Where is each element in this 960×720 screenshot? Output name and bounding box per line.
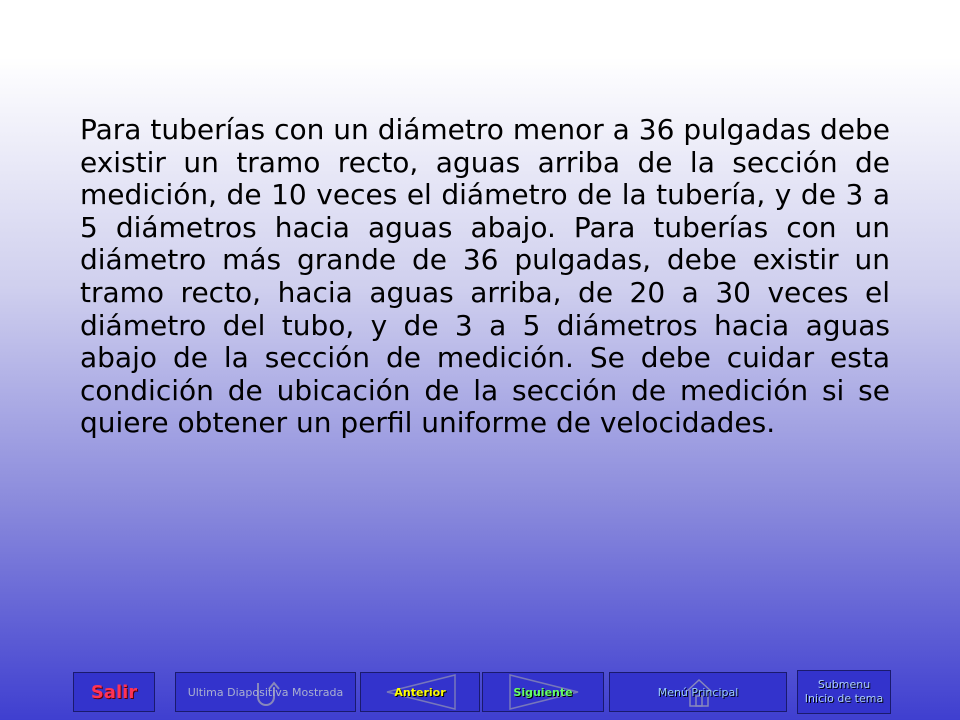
topic-start-label: Inicio de tema	[804, 692, 884, 705]
last-viewed-slide-label: Ultima Diapositiva Mostrada	[187, 685, 344, 699]
previous-button[interactable]	[360, 672, 480, 712]
submenu-button[interactable]	[797, 670, 891, 714]
next-button[interactable]	[482, 672, 604, 712]
slide-body-text: Para tuberías con un diámetro menor a 36 pulgadas debe existir un tramo recto, aguas arriba de la sección de medición, de 10 veces el diámetro de la tubería, y de 3 a 5 diámetros hacia aguas abajo. Para tuberías con un diámetro más grande de 36 pulgadas, debe existir un tramo recto, hacia aguas arriba, de 20 a 30 veces el diámetro del tubo, y de 3 a 5 diámetros hacia aguas abajo de la sección de medición. Se debe cuidar esta condición de ubicación de la sección de medición si se quiere obtener un perfil uniforme de velocidades.	[80, 113, 890, 440]
previous-button-label: Anterior	[394, 685, 446, 699]
main-menu-button[interactable]	[609, 672, 787, 712]
exit-button-label: Salir	[90, 681, 138, 703]
exit-button[interactable]	[73, 672, 155, 712]
last-viewed-slide-button[interactable]	[175, 672, 356, 712]
submenu-label: Submenu	[817, 678, 871, 691]
main-menu-label: Menú Principal	[657, 685, 739, 699]
next-button-label: Siguiente	[513, 685, 573, 699]
